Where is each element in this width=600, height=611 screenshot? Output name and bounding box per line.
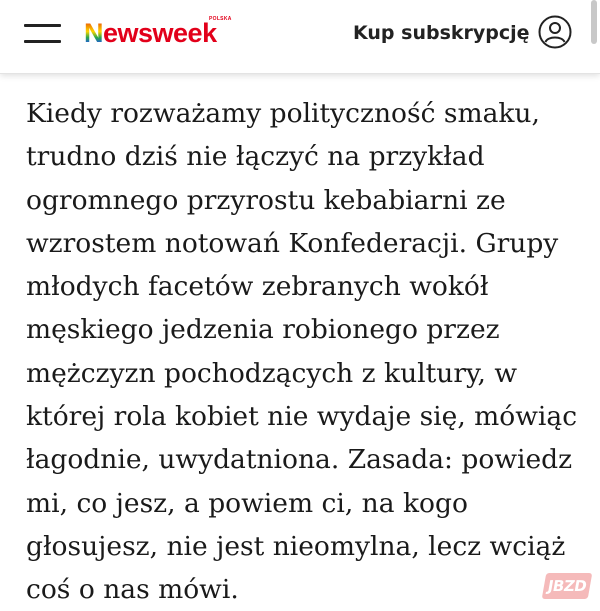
jbzd-watermark: JBZD bbox=[542, 573, 593, 599]
newsweek-logo[interactable] bbox=[84, 16, 234, 52]
hamburger-menu-icon[interactable] bbox=[24, 20, 62, 46]
article-line: głosujesz, nie jest nieomylna, lecz wciąż bbox=[26, 530, 566, 562]
article-line: mi, co jesz, a powiem ci, na kogo bbox=[26, 487, 468, 519]
article-line: młodych facetów zebranych wokół bbox=[26, 271, 489, 303]
article-line: męskiego jedzenia robionego przez bbox=[26, 314, 500, 346]
logo-subtext: POLSKA bbox=[209, 16, 232, 22]
top-navigation-bar bbox=[0, 0, 600, 74]
article-line: ogromnego przyrostu kebabiarni ze bbox=[26, 184, 506, 216]
article-paragraph bbox=[26, 92, 596, 611]
logo-wordmark: Newsweek bbox=[84, 18, 217, 48]
article-line: której rola kobiet nie wydaje się, mówiąc bbox=[26, 401, 578, 433]
user-account-icon[interactable] bbox=[538, 15, 572, 49]
article-line: mężczyzn pochodzących z kultury, w bbox=[26, 357, 518, 389]
article-line: trudno dziś nie łączyć na przykład bbox=[26, 141, 485, 173]
article-line: coś o nas mówi. bbox=[26, 574, 239, 606]
subscribe-button[interactable]: Kup subskrypcję bbox=[353, 22, 530, 44]
article-line: łagodnie, uwydatniona. Zasada: powiedz bbox=[26, 444, 573, 476]
article-line: wzrostem notowań Konfederacji. Grupy bbox=[26, 227, 559, 259]
article-line: Kiedy rozważamy polityczność smaku, bbox=[26, 98, 540, 129]
logo-wordmark-rest: ewsweek bbox=[103, 18, 217, 48]
scrollbar-thumb[interactable] bbox=[591, 0, 597, 44]
